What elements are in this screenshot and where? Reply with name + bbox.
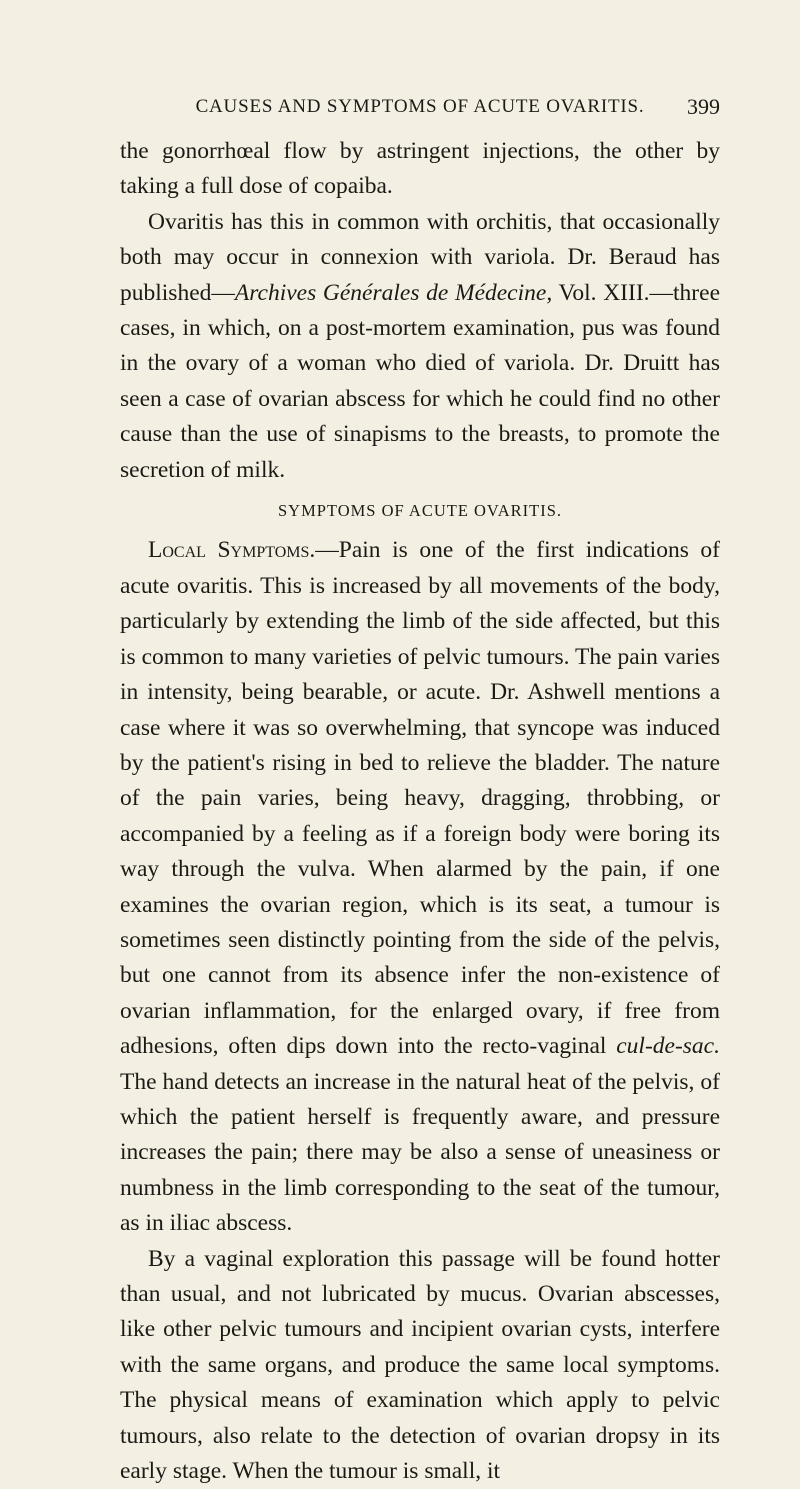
paragraph-text: The hand detects an increase in the natural heat of the pelvis, of which the patient herself is frequently aware, and pressure increases the pain; there may be also a sense of uneasiness or numbness in the limb corresponding to the seat of the tumour, as in iliac abscess.	[120, 1068, 720, 1237]
paragraph	[120, 1242, 720, 1489]
italic-term: cul-de-sac.	[616, 1033, 720, 1060]
page-number: 399	[687, 94, 720, 119]
run-in-heading: Local Symptoms.	[148, 537, 316, 564]
paragraph-text: Vol. XIII.—three cases, in which, on a post-mortem examination, pus was found in the ovary of a woman who died of variola. Dr. Druitt has seen a case of ovarian abscess for which he could find no other cause than the use of sinapisms to the breasts, to promote the secretion of milk.	[120, 279, 720, 483]
running-head: CAUSES AND SYMPTOMS OF ACUTE OVARITIS.	[195, 96, 645, 117]
paragraph	[120, 205, 720, 488]
paragraph	[120, 533, 720, 1241]
journal-title: Archives Générales de Médecine,	[234, 279, 553, 306]
paragraph	[120, 134, 720, 205]
page-header	[120, 90, 720, 124]
body-text	[120, 134, 720, 1489]
section-heading: SYMPTOMS OF ACUTE OVARITIS.	[277, 501, 563, 521]
paragraph-text: the gonorrhœal flow by astringent injections, the other by taking a full dose of copaiba.	[120, 138, 720, 200]
paragraph-text: By a vaginal exploration this passage will be found hotter than usual, and not lubricated by mucus. Ovarian abscesses, like other pelvic tumours and incipient ovarian cysts, interfere with the same organs, and produce the same local symptoms. The physical means of examination which apply to pelvic tumours, also relate to the detection of ovarian dropsy in its early stage. When the tumour is small, it	[120, 1245, 720, 1485]
paragraph-text: Ovaritis has this in common with orchitis, that occasionally both may occur in connexion with variola. Dr. Beraud has published—	[120, 208, 720, 306]
paragraph-text: —Pain is one of the first indications of acute ovaritis. This is increased by all movements of the body, particularly by extending the limb of the side affected, but this is common to many varieties of pelvic tumours. The pain varies in intensity, being bearable, or acute. Dr. Ashwell mentions a case where it was so overwhelming, that syncope was induced by the patient's rising in bed to relieve the bladder. The nature of the pain varies, being heavy, dragging, throbbing, or accompanied by a feeling as if a foreign body were boring its way through the vulva. When alarmed by the pain, if one examines the ovarian region, which is its seat, a tumour is sometimes seen distinctly pointing from the side of the pelvis, but one cannot from its absence infer the non-existence of ovarian inflammation, for the enlarged ovary, if free from adhesions, often dips down into the recto-vaginal	[120, 537, 720, 1060]
